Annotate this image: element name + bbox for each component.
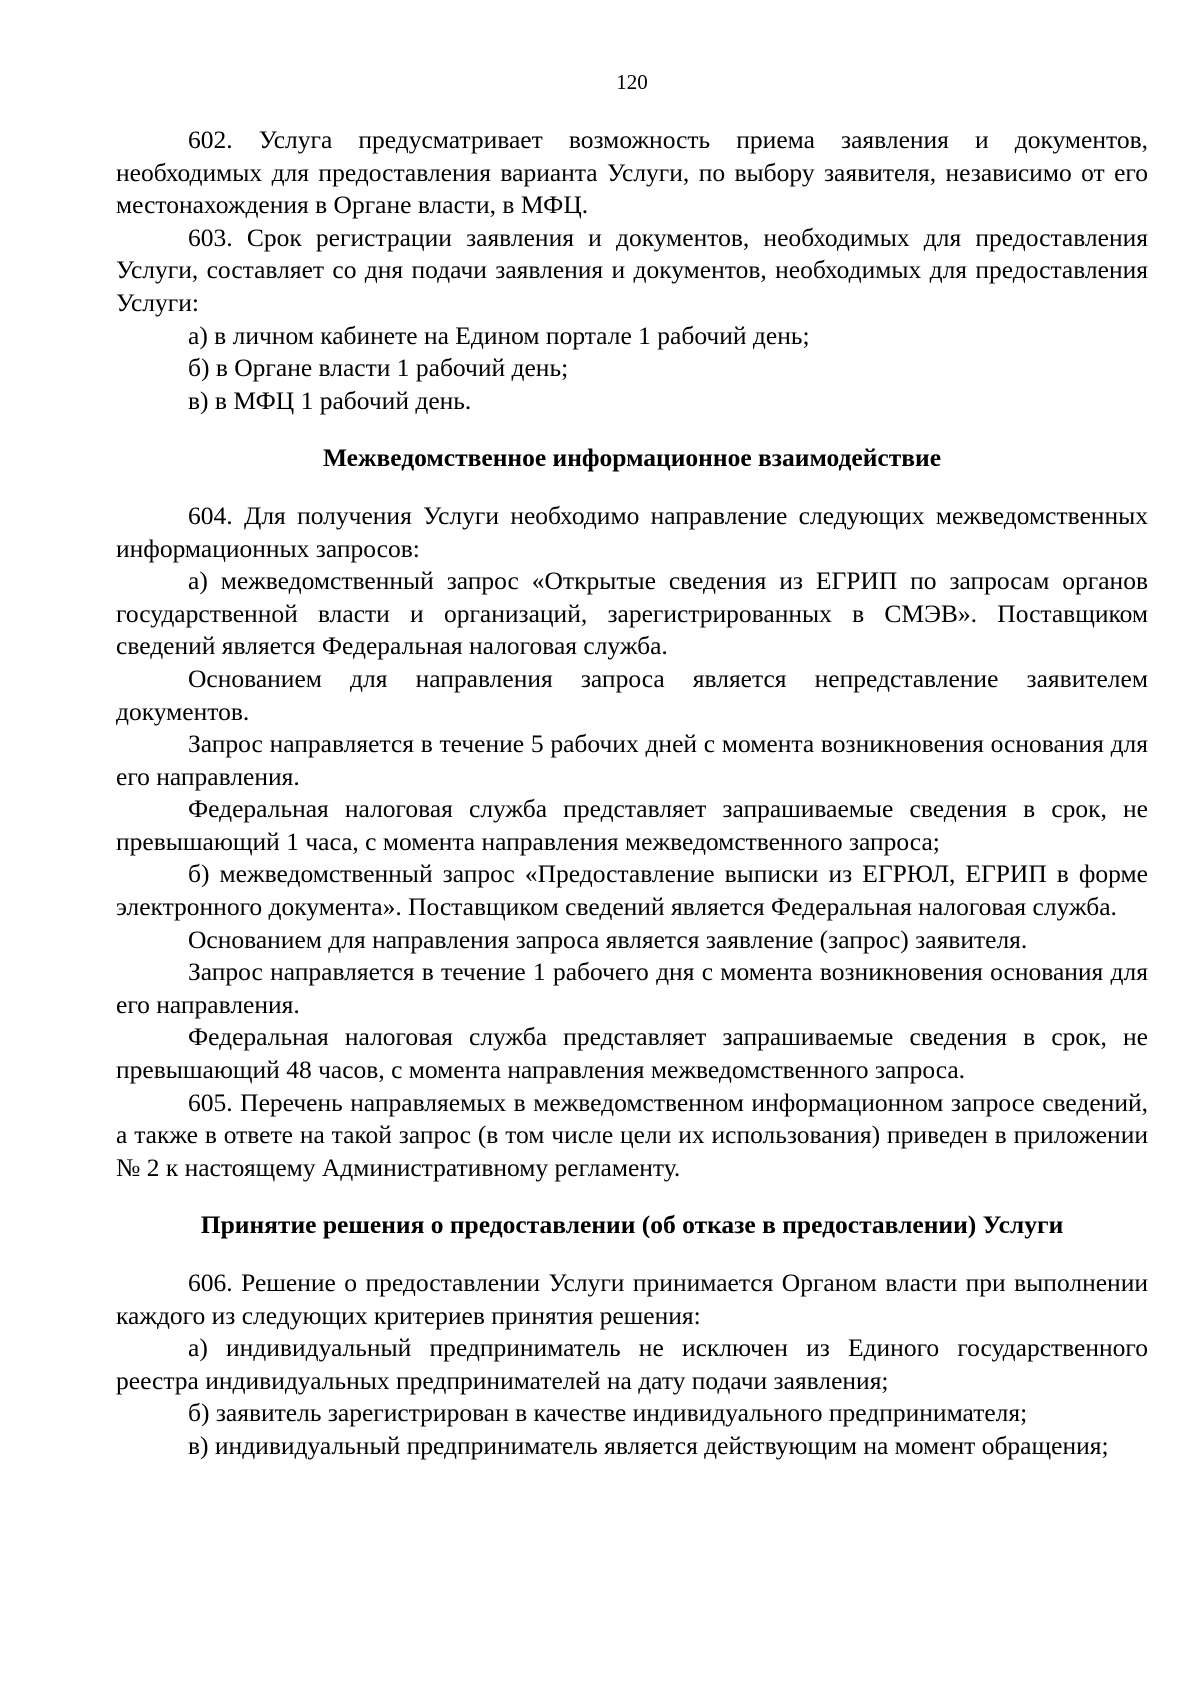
paragraph-605: 605. Перечень направляемых в межведомственном информационном запросе сведений, а также в ответе на такой запрос (в том числе цели их использования) приведен в приложении № 2 к настоящему Административному регламенту. xyxy=(116,1087,1148,1182)
paragraph-606-a: а) индивидуальный предприниматель не исключен из Единого государственного реестра индивидуальных предпринимателей на дату подачи заявления; xyxy=(116,1333,1148,1395)
paragraph-603: 603. Срок регистрации заявления и документов, необходимых для предоставления Услуги, составляет со дня подачи заявления и документов, необходимых для предоставления Услуги: xyxy=(116,222,1148,317)
paragraph-606-b: б) заявитель зарегистрирован в качестве индивидуального предпринимателя; xyxy=(188,1398,1028,1428)
paragraph-603-b: б) в Органе власти 1 рабочий день; xyxy=(188,353,569,383)
paragraph-604-a: а) межведомственный запрос «Открытые сведения из ЕГРИП по запросам органов государственной власти и организаций, зарегистрированных в СМЭВ». Поставщиком сведений является Федеральная налоговая служба. xyxy=(116,566,1148,661)
paragraph-606-c: в) индивидуальный предприниматель является действующим на момент обращения; xyxy=(188,1430,1109,1460)
document-body xyxy=(116,124,1148,1463)
paragraph-602: 602. Услуга предусматривает возможность приема заявления и документов, необходимых для предоставления варианта Услуги, по выбору заявителя, независимо от его местонахождения в Органе власти, в МФЦ. xyxy=(116,125,1148,220)
paragraph-604-b-response: Федеральная налоговая служба представляет запрашиваемые сведения в срок, не превышающий 48 часов, с момента направления межведомственного запроса. xyxy=(116,1022,1148,1085)
paragraph-604-b: б) межведомственный запрос «Предоставление выписки из ЕГРЮЛ, ЕГРИП в форме электронного документа». Поставщиком сведений является Федеральная налоговая служба. xyxy=(116,859,1148,922)
paragraph-604-b-term: Запрос направляется в течение 1 рабочего дня с момента возникновения основания для его направления. xyxy=(116,957,1148,1019)
section-heading-decision: Принятие решения о предоставлении (об отказе в предоставлении) Услуги xyxy=(200,1210,1064,1240)
paragraph-604-b-basis: Основанием для направления запроса является заявление (запрос) заявителя. xyxy=(188,924,1028,954)
paragraph-604-a-term: Запрос направляется в течение 5 рабочих дней с момента возникновения основания для его направления. xyxy=(116,729,1148,791)
paragraph-604-a-basis: Основанием для направления запроса является непредставление заявителем документов. xyxy=(116,663,1148,726)
paragraph-604-a-response: Федеральная налоговая служба представляет запрашиваемые сведения в срок, не превышающий 1 часа, с момента направления межведомственного запроса; xyxy=(116,794,1148,856)
page-number: 120 xyxy=(616,70,648,94)
paragraph-603-c: в) в МФЦ 1 рабочий день. xyxy=(188,385,472,415)
paragraph-603-a: а) в личном кабинете на Едином портале 1 рабочий день; xyxy=(188,320,810,350)
paragraph-606: 606. Решение о предоставлении Услуги принимается Органом власти при выполнении каждого из следующих критериев принятия решения: xyxy=(116,1268,1148,1330)
section-heading-interagency: Межведомственное информационное взаимодействие xyxy=(322,443,942,473)
paragraph-604: 604. Для получения Услуги необходимо направление следующих межведомственных информационных запросов: xyxy=(116,500,1148,563)
